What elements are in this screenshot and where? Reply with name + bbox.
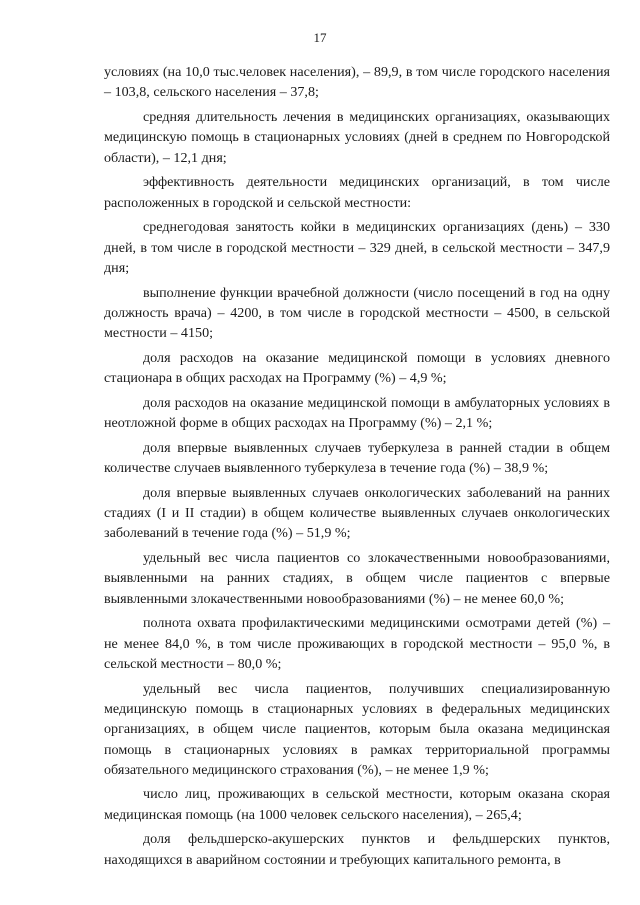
document-body [104, 62, 610, 874]
paragraph-feldsher-points: доля фельдшерско-акушерских пунктов и фельдшерских пунктов, находящихся в аварийном состоянии и требующих капитального ремонта, в [104, 831, 610, 868]
page-number: 17 [313, 30, 327, 45]
paragraph-child-checkups: полнота охвата профилактическими медицинскими осмотрами детей (%) – не менее 84,0 %, в том числе проживающих в городской местности – 95,0 %, в сельской местности – 80,0 %; [104, 615, 610, 672]
paragraph-urgent-outpatient-share: доля расходов на оказание медицинской помощи в амбулаторных условиях в неотложной форме в общих расходах на Программу (%) – 2,1 %; [104, 394, 610, 432]
paragraph-continuation: условиях (на 10,0 тыс.человек населения), – 89,9, в том числе городского населения – 103,8, сельского населения – 37,8; [104, 64, 610, 101]
paragraph-malignant-early: удельный вес числа пациентов со злокачественными новообразованиями, выявленными на ранних стадиях, в общем числе пациентов с впервые выявленными злокачественными новообразованиями (%) – не менее 60,0 %; [104, 550, 610, 607]
paragraph-tuberculosis-early: доля впервые выявленных случаев туберкулеза в ранней стадии в общем количестве случаев выявленного туберкулеза в течение года (%) – 38,9 %; [104, 439, 610, 477]
paragraph-day-hospital-share: доля расходов на оказание медицинской помощи в условиях дневного стационара в общих расходах на Программу (%) – 4,9 %; [104, 349, 610, 387]
paragraph-treatment-duration: средняя длительность лечения в медицинских организациях, оказывающих медицинскую помощь в стационарных условиях (дней в среднем по Новгородской области), – 12,1 дня; [104, 108, 610, 166]
paragraph-physician-function: выполнение функции врачебной должности (число посещений в год на одну должность врача) – 4200, в том числе в городской местности – 4500, в сельской местности – 4150; [104, 284, 610, 342]
paragraph-bed-occupancy: среднегодовая занятость койки в медицинских организациях (день) – 330 дней, в том числе в городской местности – 329 дней, в сельской местности – 347,9 дня; [104, 219, 610, 276]
paragraph-rural-ambulance: число лиц, проживающих в сельской местности, которым оказана скорая медицинская помощь (на 1000 человек сельского населения), – 265,4; [104, 786, 610, 823]
paragraph-efficiency-heading: эффективность деятельности медицинских организаций, в том числе расположенных в городской и сельской местности: [104, 174, 610, 211]
paragraph-federal-specialized-care: удельный вес числа пациентов, получивших специализированную медицинскую помощь в стационарных условиях в федеральных медицинских организациях, в общем числе пациентов, которым была оказана медицинская помощь в стационарных условиях в рамках территориальной программы обязательного медицинского страхования (%), – не менее 1,9 %; [104, 680, 610, 778]
paragraph-oncology-early-stage: доля впервые выявленных случаев онкологических заболеваний на ранних стадиях (I и II стадии) в общем количестве выявленных случаев онкологических заболеваний в течение года (%) – 51,9 %; [104, 484, 610, 542]
